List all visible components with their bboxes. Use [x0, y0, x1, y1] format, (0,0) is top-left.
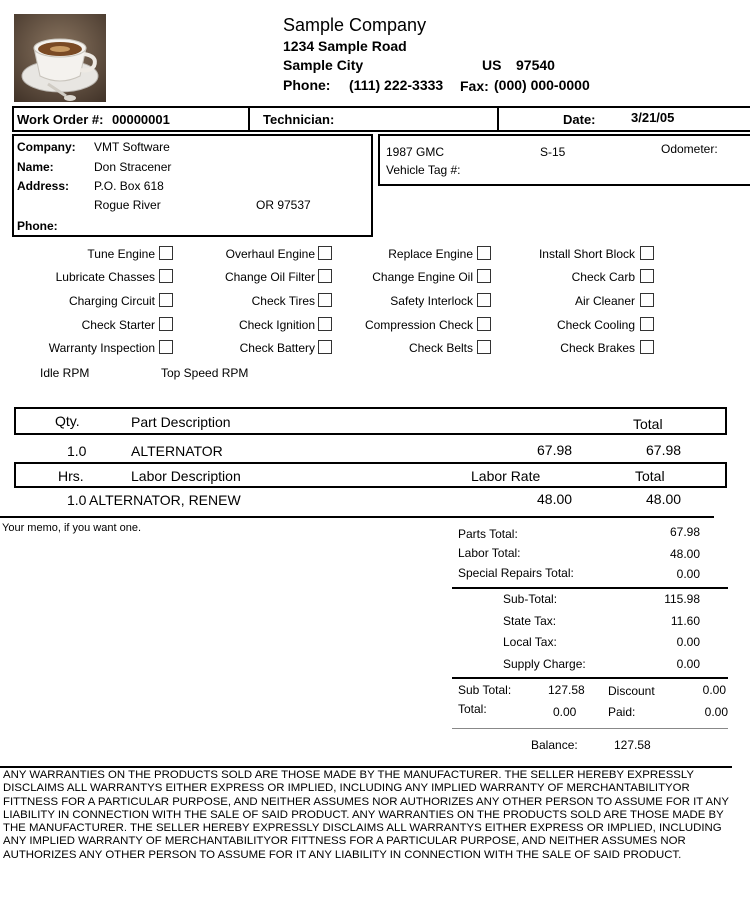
local-tax-label: Local Tax: — [503, 635, 557, 649]
checkbox[interactable] — [318, 246, 332, 260]
labor-total-header: Total — [635, 468, 665, 484]
checklist-label: Check Ignition — [238, 318, 315, 332]
parts-header — [14, 407, 727, 435]
divider — [497, 106, 499, 132]
company-fax-label: Fax: — [460, 78, 489, 94]
checkbox[interactable] — [640, 246, 654, 260]
date-label: Date: — [563, 112, 596, 127]
paid-label: Paid: — [608, 705, 636, 719]
supply-charge-label: Supply Charge: — [503, 657, 586, 671]
subtotal-value: 115.98 — [664, 592, 700, 606]
parts-total-label: Parts Total: — [458, 527, 518, 541]
discount-value: 0.00 — [702, 683, 726, 697]
vehicle-year-make: 1987 GMC — [386, 145, 445, 159]
part-description: ALTERNATOR — [131, 443, 223, 459]
customer-address-label: Address: — [17, 179, 70, 193]
checklist-label: Check Tires — [251, 294, 315, 308]
part-total: 67.98 — [646, 442, 682, 458]
footer-divider — [0, 766, 732, 768]
local-tax-value: 0.00 — [676, 635, 700, 649]
company-city: Sample City — [283, 57, 364, 73]
customer-name: Don Stracener — [94, 160, 172, 174]
checklist-label: Warranty Inspection — [48, 341, 155, 355]
checkbox[interactable] — [477, 246, 491, 260]
checkbox[interactable] — [477, 317, 491, 331]
checkbox[interactable] — [640, 340, 654, 354]
checkbox[interactable] — [159, 246, 173, 260]
part-price: 67.98 — [537, 442, 573, 458]
customer-name-label: Name: — [17, 160, 54, 174]
state-tax-label: State Tax: — [503, 614, 557, 628]
checklist-label: Lubricate Chasses — [55, 270, 155, 284]
part-qty: 1.0 — [67, 443, 87, 459]
technician-label: Technician: — [263, 112, 335, 127]
checklist-label: Replace Engine — [388, 247, 473, 261]
labor-total: 48.00 — [646, 491, 682, 507]
checkbox[interactable] — [318, 317, 332, 331]
part-description-header: Part Description — [131, 414, 231, 430]
labor-header — [14, 462, 727, 488]
divider — [248, 106, 250, 132]
checkbox[interactable] — [318, 293, 332, 307]
checkbox[interactable] — [477, 293, 491, 307]
labor-rate-header: Labor Rate — [471, 468, 541, 484]
checklist-label: Check Belts — [408, 341, 473, 355]
vehicle-model: S-15 — [540, 145, 566, 159]
odometer-label: Odometer: — [661, 142, 718, 156]
checkbox[interactable] — [159, 317, 173, 331]
sub-total-value: 127.58 — [548, 683, 585, 697]
checkbox[interactable] — [159, 269, 173, 283]
top-speed-rpm-label: Top Speed RPM — [161, 366, 249, 380]
checkbox[interactable] — [640, 317, 654, 331]
customer-state-zip: OR 97537 — [256, 198, 311, 212]
labor-description-header: Labor Description — [131, 468, 241, 484]
labor-hrs: 1.0 — [67, 492, 87, 508]
checklist-label: Air Cleaner — [574, 294, 635, 308]
company-name: Sample Company — [283, 15, 427, 35]
customer-company: VMT Software — [94, 140, 170, 154]
checklist-label: Check Brakes — [560, 341, 635, 355]
labor-total-label: Labor Total: — [458, 546, 521, 560]
sub-total-label: Sub Total: — [458, 683, 512, 697]
work-order-label: Work Order #: — [17, 112, 104, 127]
company-phone: (111) 222-3333 — [349, 77, 444, 93]
customer-city: Rogue River — [94, 198, 161, 212]
customer-phone-label: Phone: — [17, 219, 58, 233]
subtotal-label: Sub-Total: — [503, 592, 558, 606]
checklist-label: Check Battery — [239, 341, 315, 355]
parts-total-header: Total — [633, 416, 663, 432]
qty-header: Qty. — [55, 413, 80, 429]
checklist-label: Tune Engine — [87, 247, 155, 261]
warranty-disclaimer: ANY WARRANTIES ON THE PRODUCTS SOLD ARE THOSE MADE BY THE MANUFACTURER. THE SELLER HEREBY EXPRESSLY DISCLAIMS ALL WARRANTYS EITHER EXPRESS OR IMPLIED, INCLUDING ANY IMPLIED WARRANTY OF MERCHANTABILITYOR FITTNESS FOR A PARTICULAR PURPOSE, AND NEITHER ASSUMES NOR AUTHORIZES ANY OTHER PERSON TO ASSUME FOR IT ANY LIABILITY IN CONNECTION WITH THE SALE OF SAID PRODUCT. ANY WARRANTIES ON THE PRODUCTS SOLD ARE THOSE MADE BY THE MANUFACTURER. THE SELLER HEREBY EXPRESSLY DISCLAIMS ALL WARRANTYS EITHER EXPRESS OR IMPLIED, INCLUDING ANY IMPLIED WARRANTY OF MERCHANTABILITYOR FITTNESS FOR A PARTICULAR PURPOSE, AND NEITHER ASSUMES NOR AUTHORIZES ANY OTHER PERSON TO ASSUME FOR IT ANY LIABILITY IN CONNECTION WITH THE SALE OF SAID PRODUCT. — [3, 769, 729, 861]
checklist-label: Install Short Block — [538, 247, 635, 261]
memo: Your memo, if you want one. — [2, 522, 142, 534]
hrs-header: Hrs. — [58, 468, 84, 484]
checkbox[interactable] — [159, 293, 173, 307]
checklist-label: Check Carb — [571, 270, 635, 284]
checklist-label: Change Engine Oil — [372, 270, 473, 284]
vehicle-tag-label: Vehicle Tag #: — [386, 163, 461, 177]
labor-total-value: 48.00 — [669, 547, 700, 561]
discount-label: Discount — [608, 684, 655, 698]
customer-address: P.O. Box 618 — [94, 179, 164, 193]
state-tax-value: 11.60 — [670, 614, 700, 628]
checklist-label: Change Oil Filter — [224, 270, 315, 284]
checklist-label: Overhaul Engine — [225, 247, 315, 261]
checklist-label: Compression Check — [364, 318, 473, 332]
summary-divider — [452, 728, 728, 729]
company-address: 1234 Sample Road — [283, 38, 407, 54]
total-label: Total: — [458, 702, 487, 716]
labor-rate: 48.00 — [537, 491, 573, 507]
parts-total-value: 67.98 — [669, 525, 700, 539]
idle-rpm-label: Idle RPM — [40, 366, 90, 380]
section-divider — [0, 516, 714, 518]
customer-company-label: Company: — [17, 140, 76, 154]
checkbox[interactable] — [318, 340, 332, 354]
balance-value: 127.58 — [614, 738, 651, 752]
coffee-cup-logo — [14, 14, 106, 102]
special-repairs-label: Special Repairs Total: — [458, 566, 574, 580]
company-country: US — [482, 57, 502, 73]
company-zip: 97540 — [516, 57, 555, 73]
company-fax: (000) 000-0000 — [494, 77, 590, 93]
checkbox[interactable] — [159, 340, 173, 354]
checkbox[interactable] — [477, 269, 491, 283]
supply-charge-value: 0.00 — [676, 657, 700, 671]
special-repairs-value: 0.00 — [676, 567, 700, 581]
work-order-number: 00000001 — [112, 112, 170, 127]
checklist-label: Check Starter — [81, 318, 155, 332]
checkbox[interactable] — [477, 340, 491, 354]
checkbox[interactable] — [640, 293, 654, 307]
balance-label: Balance: — [531, 738, 578, 752]
summary-divider — [452, 587, 728, 589]
summary-divider — [452, 677, 728, 679]
company-phone-label: Phone: — [283, 77, 331, 93]
date-value: 3/21/05 — [631, 110, 675, 125]
checklist-label: Safety Interlock — [390, 294, 473, 308]
checklist-label: Charging Circuit — [68, 294, 155, 308]
checkbox[interactable] — [640, 269, 654, 283]
checkbox[interactable] — [318, 269, 332, 283]
labor-description: ALTERNATOR, RENEW — [89, 492, 241, 508]
checklist-label: Check Cooling — [556, 318, 635, 332]
total-value: 0.00 — [553, 705, 577, 719]
paid-value: 0.00 — [704, 705, 728, 719]
